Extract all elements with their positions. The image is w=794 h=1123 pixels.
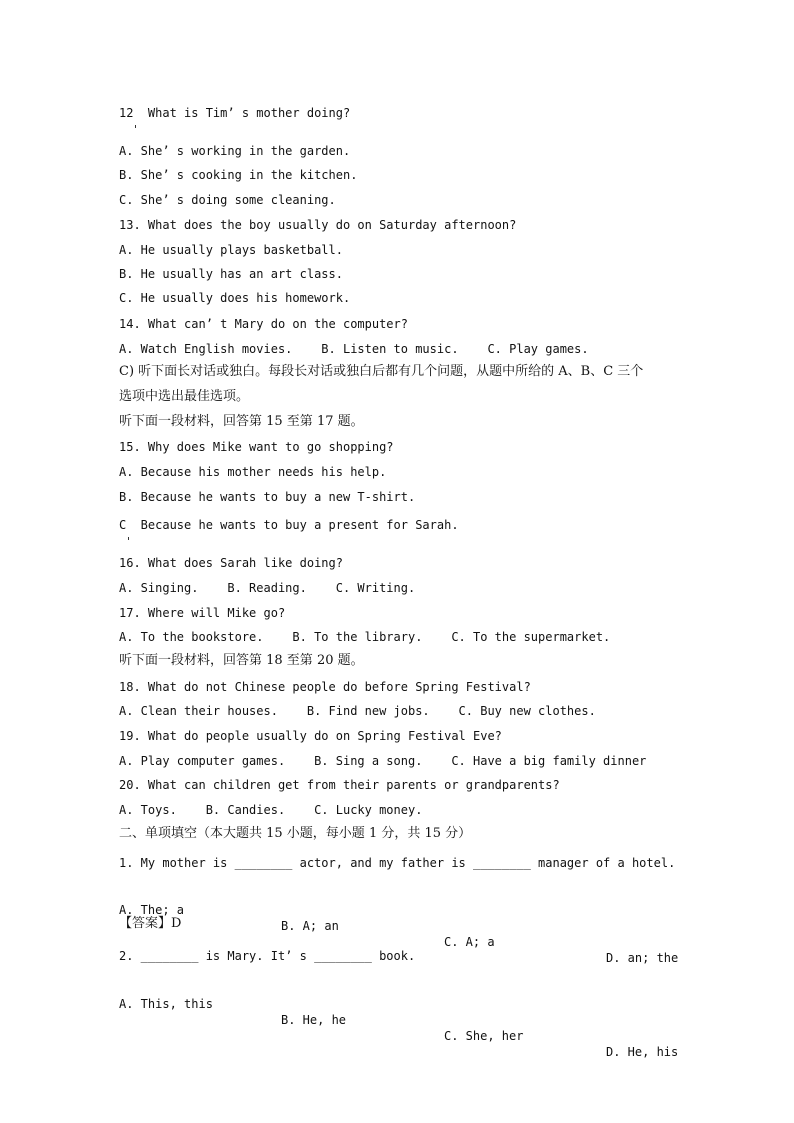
p1-option-d: D. an; the (606, 951, 679, 965)
question-13: 13. What does the boy usually do on Saturday afternoon? (119, 218, 517, 232)
p1-option-c: C. A; a (444, 935, 495, 949)
question-19: 19. What do people usually do on Spring Festival Eve? (119, 729, 502, 743)
q12-option-b: B. She’ s cooking in the kitchen. (119, 168, 358, 182)
answer-1: 【答案】D (119, 916, 182, 931)
q18-options: A. Clean their houses. B. Find new jobs. C. Buy new clothes. (119, 704, 596, 718)
p1-option-a: A. The; a (119, 903, 185, 917)
q13-option-b: B. He usually has an art class. (119, 267, 343, 281)
q12-option-a: A. She’ s working in the garden. (119, 144, 351, 158)
section-c-instruction-line1: C) 听下面长对话或独白。每段长对话或独白后都有几个问题，从题中所给的 A、B、C 三个 (119, 364, 644, 379)
question-12: 12 What is Tim’ s mother doing? (119, 106, 351, 120)
p2-option-a: A. This, this (119, 997, 213, 1011)
q15-option-c: C Because he wants to buy a present for Sarah. (119, 518, 459, 532)
practice-question-1: 1. My mother is ________ actor, and my father is ________ manager of a hotel. (119, 856, 676, 870)
q13-option-a: A. He usually plays basketball. (119, 243, 343, 257)
p2-option-b: B. He, he (281, 1013, 347, 1027)
listening-instruction-15-17: 听下面一段材料，回答第 15 至第 17 题。 (119, 414, 364, 429)
q15-option-b: B. Because he wants to buy a new T-shirt. (119, 490, 416, 504)
q17-options: A. To the bookstore. B. To the library. C. To the supermarket. (119, 630, 611, 644)
q15-option-a: A. Because his mother needs his help. (119, 465, 387, 479)
practice-question-2: 2. ________ is Mary. It’ s ________ book. (119, 949, 416, 963)
p2-options-row (0, 980, 794, 1059)
q13-option-c: C. He usually does his homework. (119, 291, 351, 305)
section-c-instruction-line2: 选项中选出最佳选项。 (119, 389, 250, 404)
question-16: 16. What does Sarah like doing? (119, 556, 343, 570)
section-2-heading: 二、单项填空（本大题共 15 小题，每小题 1 分，共 15 分） (119, 826, 472, 841)
q19-options: A. Play computer games. B. Sing a song. C. Have a big family dinner (119, 754, 647, 768)
question-18: 18. What do not Chinese people do before Spring Festival? (119, 680, 531, 694)
p2-option-c: C. She, her (444, 1029, 524, 1043)
stray-mark (128, 537, 129, 540)
q12-option-c: C. She’ s doing some cleaning. (119, 193, 336, 207)
question-17: 17. Where will Mike go? (119, 606, 286, 620)
stray-mark (135, 125, 136, 128)
listening-instruction-18-20: 听下面一段材料，回答第 18 至第 20 题。 (119, 653, 364, 668)
p2-option-d: D. He, his (606, 1045, 679, 1059)
q20-options: A. Toys. B. Candies. C. Lucky money. (119, 803, 423, 817)
question-14: 14. What can’ t Mary do on the computer? (119, 317, 408, 331)
q16-options: A. Singing. B. Reading. C. Writing. (119, 581, 416, 595)
q14-options: A. Watch English movies. B. Listen to music. C. Play games. (119, 342, 589, 356)
question-15: 15. Why does Mike want to go shopping? (119, 440, 394, 454)
question-20: 20. What can children get from their parents or grandparents? (119, 778, 560, 792)
p1-option-b: B. A; an (281, 919, 339, 933)
